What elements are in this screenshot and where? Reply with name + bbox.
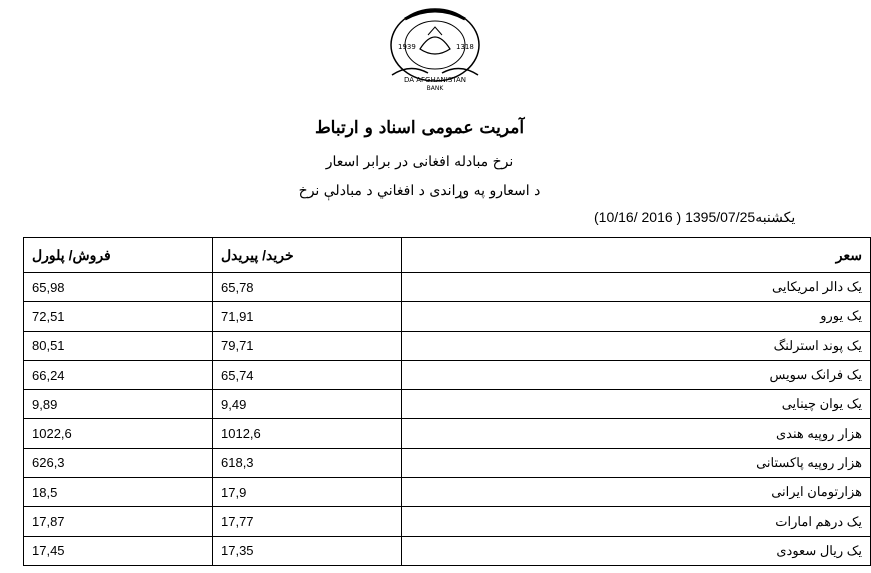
buy-rate-cell: 17,77 (213, 507, 402, 536)
buy-rate-cell: 79,71 (213, 331, 402, 360)
table-body (24, 273, 871, 566)
sell-rate-cell: 17,87 (24, 507, 213, 536)
table-header-row (24, 238, 871, 273)
currency-cell: یک درهم امارات (402, 507, 871, 536)
column-header-sell: فروش/ پلورل (24, 238, 213, 273)
table-row (24, 302, 871, 331)
currency-cell: یک پوند استرلنگ (402, 331, 871, 360)
column-header-currency: سعر (402, 238, 871, 273)
date-line: یکشنبه1395/07/25 ( 2016 /10/16) (594, 209, 796, 225)
buy-rate-cell: 65,78 (213, 273, 402, 302)
exchange-rate-title-pashto: د اسعارو په وړاندی د افغاني د مبادلې نرخ (298, 183, 541, 199)
currency-cell: هزار روپیه پاکستانی (402, 448, 871, 477)
buy-rate-cell: 17,35 (213, 536, 402, 565)
seal-year-right: 1318 (456, 43, 474, 51)
sell-rate-cell: 18,5 (24, 478, 213, 507)
sell-rate-cell: 72,51 (24, 302, 213, 331)
currency-cell: یک ریال سعودی (402, 536, 871, 565)
currency-cell: هزار روپیه هندی (402, 419, 871, 448)
buy-rate-cell: 618,3 (213, 448, 402, 477)
table-row (24, 360, 871, 389)
seal-bank-name: DA AFGHANISTAN (403, 76, 467, 84)
sell-rate-cell: 626,3 (24, 448, 213, 477)
currency-cell: یک یورو (402, 302, 871, 331)
exchange-rate-table (23, 237, 871, 566)
currency-cell: یک فرانک سویس (402, 360, 871, 389)
table-row (24, 390, 871, 419)
seal-bank-word: BANK (426, 85, 444, 92)
sell-rate-cell: 80,51 (24, 331, 213, 360)
currency-cell: هزارتومان ایرانی (402, 478, 871, 507)
table-row (24, 448, 871, 477)
table-row (24, 331, 871, 360)
table-row (24, 273, 871, 302)
buy-rate-cell: 1012,6 (213, 419, 402, 448)
sell-rate-cell: 1022,6 (24, 419, 213, 448)
table-row (24, 507, 871, 536)
table-row (24, 478, 871, 507)
buy-rate-cell: 9,49 (213, 390, 402, 419)
buy-rate-cell: 71,91 (213, 302, 402, 331)
seal-graphic (380, 5, 490, 93)
department-title: آمریت عمومی اسناد و ارتباط (314, 118, 525, 138)
table-row (24, 536, 871, 565)
column-header-buy: خرید/ پیریدل (213, 238, 402, 273)
currency-cell: یک دالر امریکایی (402, 273, 871, 302)
seal-year-left: 1939 (398, 43, 416, 51)
sell-rate-cell: 9,89 (24, 390, 213, 419)
buy-rate-cell: 17,9 (213, 478, 402, 507)
table-row (24, 419, 871, 448)
bank-seal-logo (380, 5, 490, 93)
exchange-rate-title-dari: نرخ مبادله افغانی در برابر اسعار (325, 154, 514, 170)
sell-rate-cell: 66,24 (24, 360, 213, 389)
sell-rate-cell: 65,98 (24, 273, 213, 302)
currency-cell: یک یوان چینایی (402, 390, 871, 419)
buy-rate-cell: 65,74 (213, 360, 402, 389)
sell-rate-cell: 17,45 (24, 536, 213, 565)
